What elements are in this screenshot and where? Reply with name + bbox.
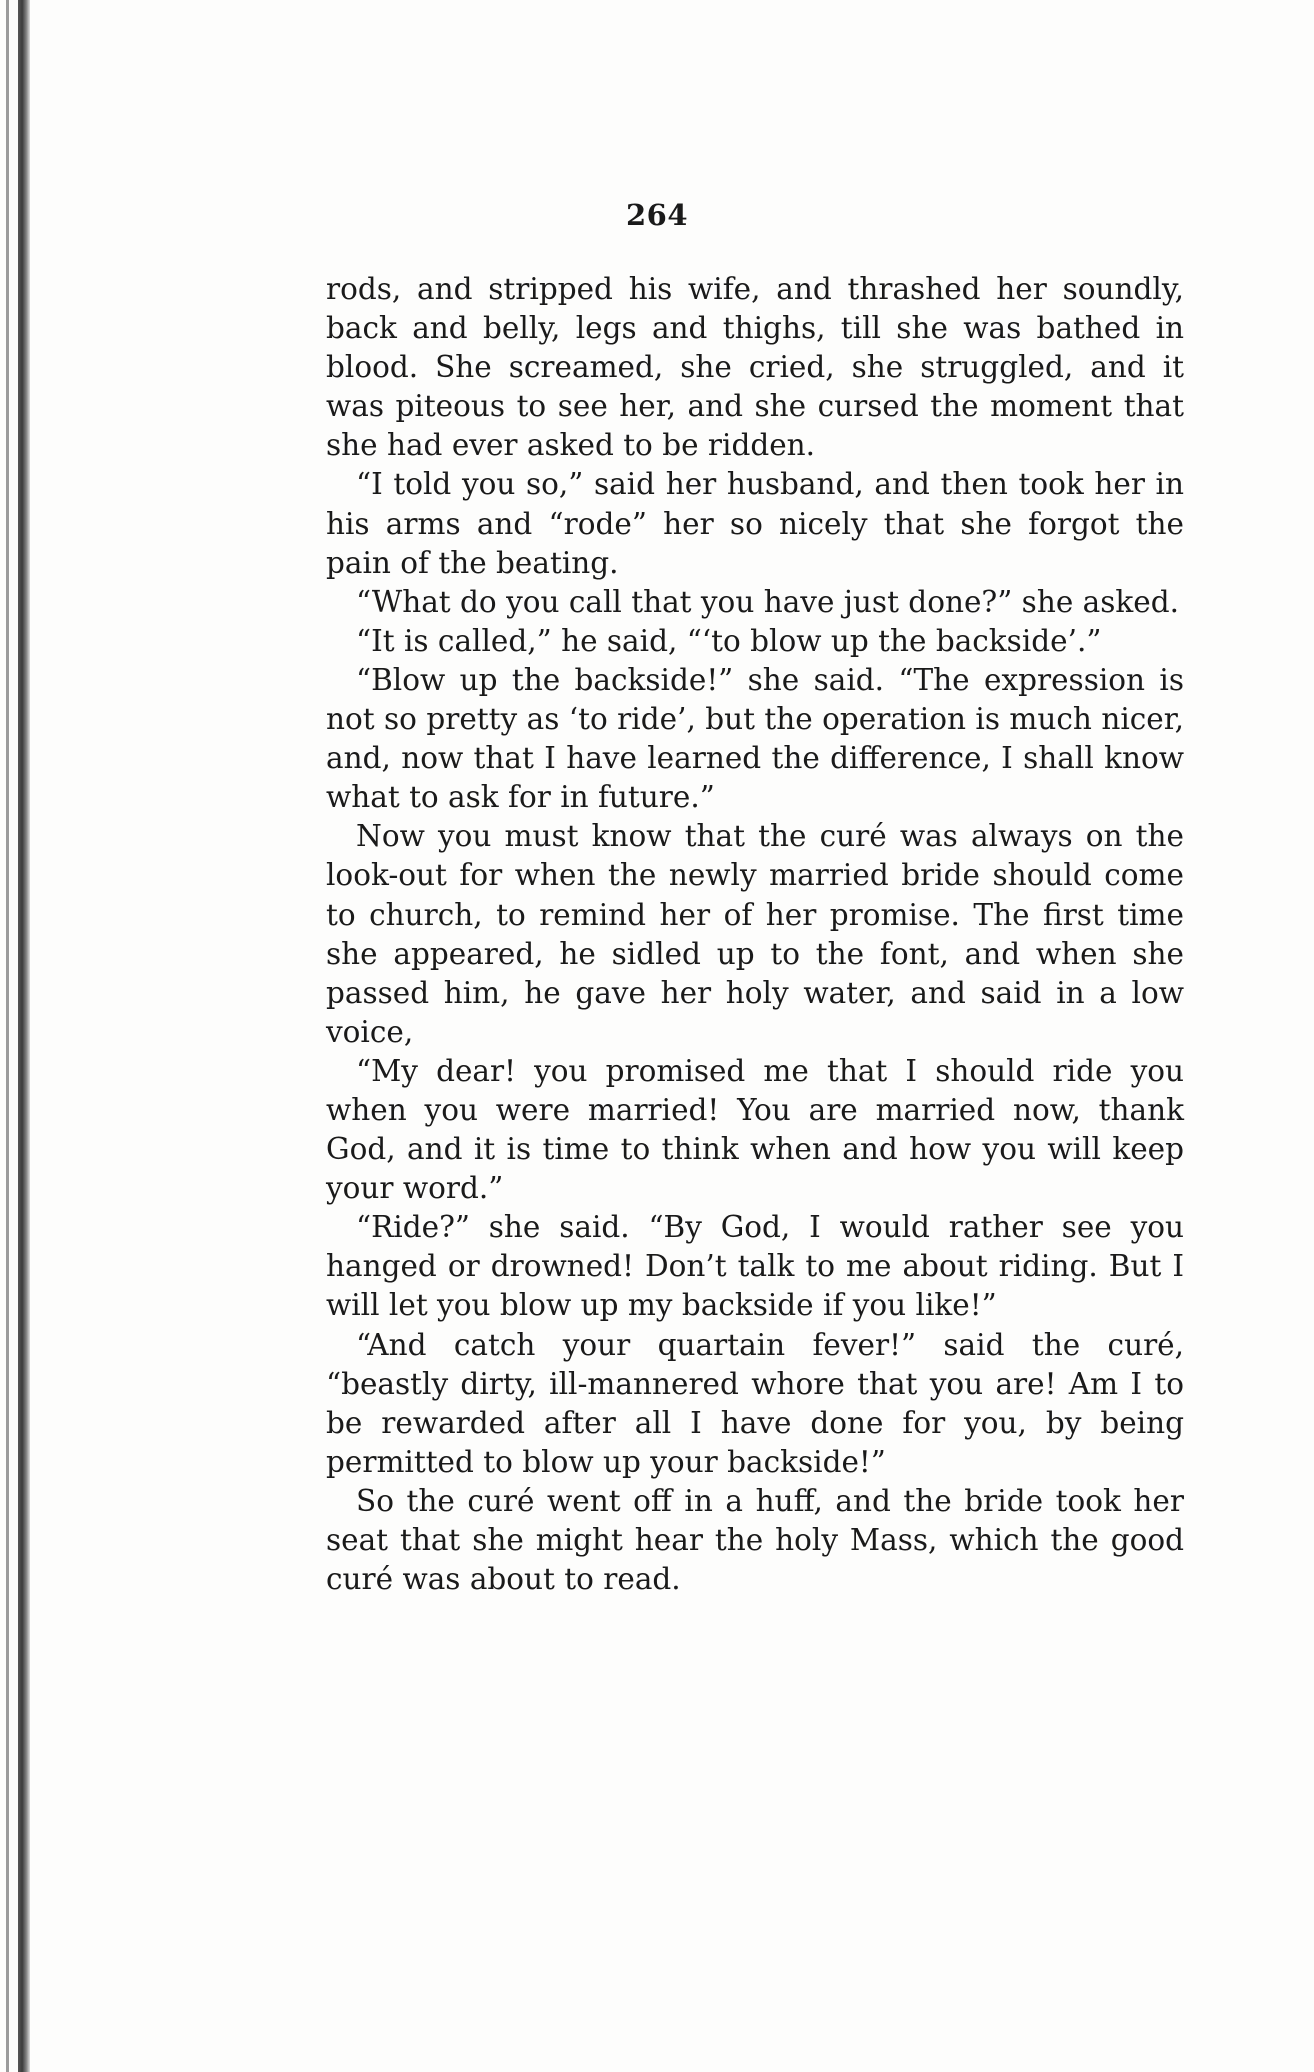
- paragraph-1: rods, and stripped his wife, and thrashed her soundly, back and belly, legs and thighs, till she was bathed in blood. She screamed, she cried, she struggled, and it was piteous to see her, and she cursed the moment that she had ever asked to be ridden.: [326, 272, 1184, 463]
- paragraph-9: “And catch your quartain fever!” said the curé, “beastly dirty, ill-mannered whore that you are! Am I to be rewarded after all I have done for you, by being permitted to blow up your backside!”: [326, 1327, 1184, 1479]
- body-text: [326, 270, 1184, 1599]
- paragraph-10: So the curé went off in a huff, and the bride took her seat that she might hear the holy Mass, which the good curé was about to read.: [326, 1483, 1184, 1597]
- paragraph-5: “Blow up the backside!” she said. “The expression is not so pretty as ‘to ride’, but the operation is much nicer, and, now that I have learned the difference, I shall know what to ask for in future.”: [326, 662, 1184, 815]
- paragraph-4: “It is called,” he said, “‘to blow up the backside’.”: [356, 623, 1102, 658]
- paragraph-7: “My dear! you promised me that I should ride you when you were married! You are married now, thank God, and it is time to think when and how you will keep your word.”: [326, 1053, 1184, 1206]
- paragraph-6: Now you must know that the curé was always on the look-out for when the newly married bride should come to church, to remind her of her promise. The first time she appeared, he sidled up to the font, and when she passed him, he gave her holy water, and said in a low voice,: [326, 819, 1184, 1049]
- paragraph-3: “What do you call that you have just done?” she asked.: [356, 584, 1179, 619]
- page-number: 264: [625, 198, 689, 232]
- binding-shadow: [6, 0, 9, 2072]
- binding-edge: [18, 0, 30, 2072]
- paragraph-2: “I told you so,” said her husband, and then took her in his arms and “rode” her so nicely that she forgot the pain of the beating.: [326, 467, 1184, 580]
- paragraph-8: “Ride?” she said. “By God, I would rather see you hanged or drowned! Don’t talk to me about riding. But I will let you blow up my backside if you like!”: [326, 1210, 1184, 1323]
